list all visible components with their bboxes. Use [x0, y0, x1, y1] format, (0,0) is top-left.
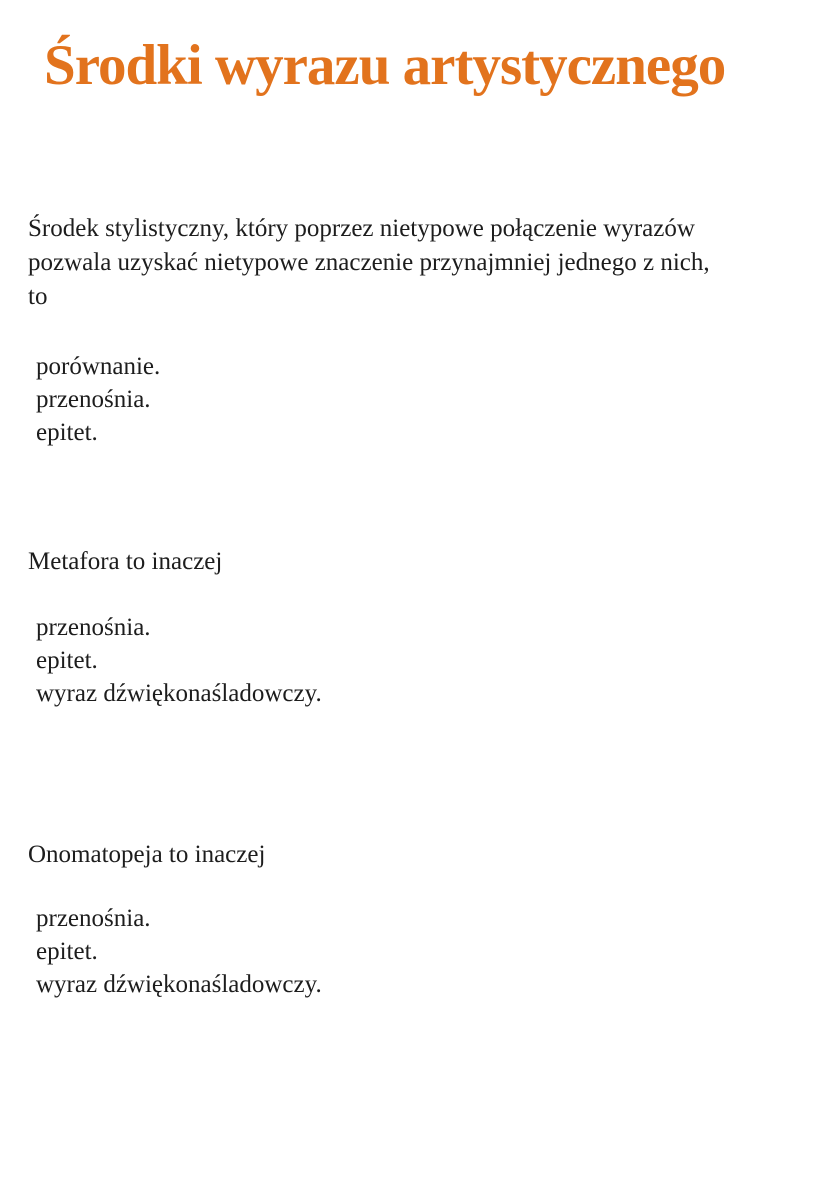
- answer-option[interactable]: porównanie.: [36, 352, 161, 380]
- quiz-document: [0, 30, 828, 1001]
- question-block: [0, 545, 828, 710]
- answer-option[interactable]: przenośnia.: [36, 613, 151, 641]
- answer-option[interactable]: przenośnia.: [36, 904, 151, 932]
- answer-option[interactable]: wyraz dźwiękonaśladowczy.: [36, 679, 322, 707]
- answer-option[interactable]: epitet.: [36, 937, 98, 965]
- answer-options-list: [36, 902, 828, 1001]
- answer-options-list: [36, 350, 828, 449]
- question-block: [0, 212, 828, 449]
- answer-option[interactable]: epitet.: [36, 646, 98, 674]
- answer-option[interactable]: epitet.: [36, 418, 98, 446]
- question-block: [0, 838, 828, 1001]
- answer-option[interactable]: przenośnia.: [36, 385, 151, 413]
- question-prompt: Środek stylistyczny, który poprzez nietypowe połączenie wyrazów pozwala uzyskać nietypowe znaczenie przynajmniej jednego z nich, to: [28, 214, 710, 310]
- question-prompt: Metafora to inaczej: [28, 547, 223, 575]
- answer-options-list: [36, 611, 828, 710]
- question-prompt: Onomatopeja to inaczej: [28, 840, 266, 868]
- answer-option[interactable]: wyraz dźwiękonaśladowczy.: [36, 970, 322, 998]
- page-title: Środki wyrazu artystycznego: [44, 34, 726, 97]
